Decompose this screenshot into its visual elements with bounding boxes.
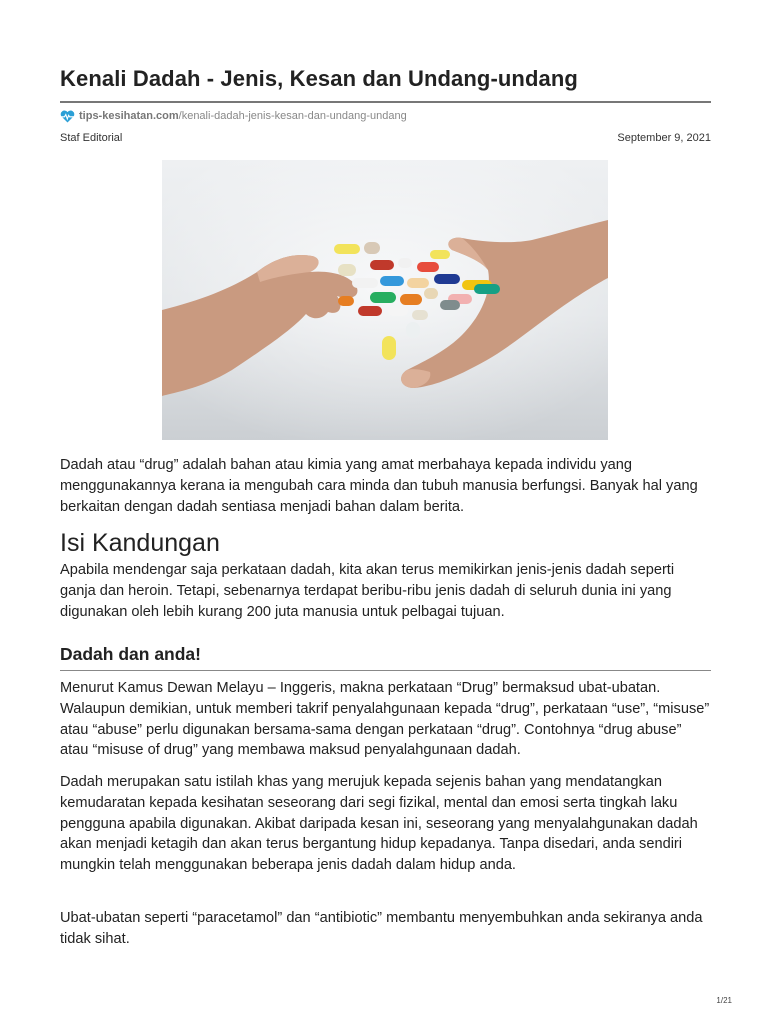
publish-date: September 9, 2021 [617, 132, 711, 144]
hands-and-pills-illustration [162, 160, 608, 440]
source-link[interactable] [60, 108, 407, 124]
title-divider [60, 101, 711, 103]
intro-paragraph: Dadah atau “drug” adalah bahan atau kimia yang amat merbahaya kepada individu yang menggunakannya kerana ia mengubah cara minda dan tubuh manusia berfungsi. Banyak hal yang berkaitan dengan dadah sentiasa menjadi bahan dalam berita. [60, 457, 698, 515]
article-title: Kenali Dadah - Jenis, Kesan dan Undang-undang [60, 66, 578, 91]
paragraph-2: Dadah merupakan satu istilah khas yang merujuk kepada sejenis bahan yang mendatangkan kemudaratan kepada kesihatan seseorang dari segi fizikal, mental dan emosi serta tingkah laku pengguna apabila digunakan. Akibat daripada kesan ini, seseorang yang menyalahgunakan dadah akan menjadi ketagih dan akan terus bergantung hidup kepadanya. Tanpa disedari, anda sendiri mungkin telah menggunakan beberapa jenis dadah dalam hidup anda. [60, 774, 698, 874]
subheading-divider [60, 670, 711, 671]
section-heading: Isi Kandungan [60, 529, 220, 557]
paragraph-3: Ubat-ubatan seperti “paracetamol” dan “antibiotic” membantu menyembuhkan anda sekiranya anda tidak sihat. [60, 910, 703, 947]
source-domain: tips-kesihatan.com [79, 110, 179, 122]
section-paragraph: Apabila mendengar saja perkataan dadah, kita akan terus memikirkan jenis-jenis dadah seperti ganja dan heroin. Tetapi, sebenarnya terdapat beribu-ribu jenis dadah di seluruh dunia ini yang digunakan oleh lebih kurang 200 juta manusia untuk pelbagai tujuan. [60, 562, 675, 620]
hero-image [162, 160, 608, 440]
page-number: 1/21 [716, 996, 732, 1005]
source-path: /kenali-dadah-jenis-kesan-dan-undang-undang [178, 110, 407, 122]
heartbeat-icon [60, 110, 75, 123]
subheading: Dadah dan anda! [60, 644, 201, 664]
paragraph-1: Menurut Kamus Dewan Melayu – Inggeris, makna perkataan “Drug” bermaksud ubat-ubatan. Walaupun demikian, untuk memberi takrif penyalahgunaan kepada “drug”, perkataan “use”, “misuse” atau “abuse” perlu digunakan bersama-sama dengan perkataan “drug”. Contohnya “drug abuse” atau “misuse of drug” yang membawa maksud penyalahgunaan dadah. [60, 680, 710, 759]
author: Staf Editorial [60, 132, 123, 144]
